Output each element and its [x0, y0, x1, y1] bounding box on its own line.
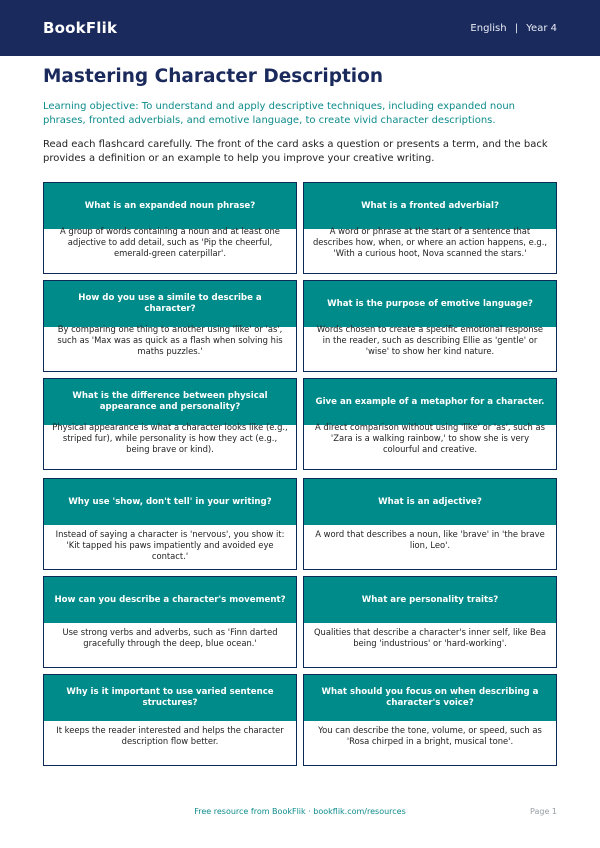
- footer-link[interactable]: Free resource from BookFlik · bookflik.com/resources: [194, 807, 406, 816]
- flashcard-back: You can describe the tone, volume, or speed, such as 'Rosa chirped in a bright, musical tone'.: [318, 725, 542, 746]
- flashcard-back: It keeps the reader interested and helps the character description flow better.: [56, 725, 284, 746]
- flashcard-front: What are personality traits?: [304, 577, 556, 623]
- flashcard-back: A group of words containing a noun and at least one adjective to add detail, such as 'Pip the cheerful, emerald-green caterpillar'.: [60, 226, 280, 258]
- breadcrumb-subject: English: [470, 22, 507, 34]
- breadcrumb-separator: |: [514, 22, 519, 34]
- breadcrumb: [470, 23, 557, 34]
- flashcard-front: Why is it important to use varied sentence structures?: [44, 675, 296, 721]
- flashcard-back: A word that describes a noun, like 'brave' in 'the brave lion, Leo'.: [315, 529, 545, 550]
- flashcard[interactable]: [43, 378, 297, 470]
- intro-text: Read each flashcard carefully. The front of the card asks a question or presents a term, and the back provides a definition or an example to help you improve your creative writing.: [43, 139, 548, 164]
- breadcrumb-year: Year 4: [526, 22, 557, 34]
- page-title: Mastering Character Description: [43, 66, 384, 87]
- flashcard-front: What should you focus on when describing a character's voice?: [304, 675, 556, 721]
- flashcard[interactable]: [43, 182, 297, 274]
- flashcard[interactable]: [43, 576, 297, 668]
- flashcard-front: What is an expanded noun phrase?: [44, 183, 296, 229]
- flashcard[interactable]: [303, 478, 557, 570]
- flashcard[interactable]: [303, 280, 557, 372]
- flashcard-front: What is the purpose of emotive language?: [304, 281, 556, 327]
- flashcard-back: Words chosen to create a specific emotional response in the reader, such as describing Ellie as 'gentle' or 'wise' to show her kind nature.: [316, 324, 544, 356]
- flashcard-front: What is an adjective?: [304, 479, 556, 525]
- page-number: Page 1: [530, 807, 557, 816]
- flashcard-front: What is the difference between physical appearance and personality?: [44, 379, 296, 425]
- brand-logo[interactable]: BookFlik: [43, 19, 118, 37]
- flashcard[interactable]: [303, 674, 557, 766]
- flashcard-back: A direct comparison without using 'like' or 'as', such as 'Zara is a walking rainbow,' to show she is very colourful and creative.: [314, 422, 545, 454]
- flashcard-back: Use strong verbs and adverbs, such as 'Finn darted gracefully through the deep, blue ocean.': [62, 627, 278, 648]
- flashcard[interactable]: [303, 576, 557, 668]
- flashcard[interactable]: [43, 478, 297, 570]
- flashcard[interactable]: [43, 674, 297, 766]
- flashcard-front: Why use 'show, don't tell' in your writing?: [44, 479, 296, 525]
- flashcard[interactable]: [43, 280, 297, 372]
- flashcard-front: Give an example of a metaphor for a character.: [304, 379, 556, 425]
- flashcard[interactable]: [303, 182, 557, 274]
- flashcard-front: How can you describe a character's movement?: [44, 577, 296, 623]
- flashcard-back: Qualities that describe a character's inner self, like Bea being 'industrious' or 'hard-working'.: [313, 627, 547, 648]
- learning-objective: Learning objective: To understand and apply descriptive techniques, including expanded noun phrases, fronted adverbials, and emotive language, to create vivid character descriptions.: [43, 101, 516, 126]
- page-header: [0, 0, 600, 56]
- flashcard[interactable]: [303, 378, 557, 470]
- flashcard-back: Instead of saying a character is 'nervous', you show it: 'Kit tapped his paws impatiently and avoided eye contact.': [55, 529, 285, 561]
- flashcard-back: A word or phrase at the start of a sentence that describes how, when, or where an action happens, e.g., 'With a curious hoot, Nova scanned the stars.': [312, 226, 548, 258]
- flashcard-front: What is a fronted adverbial?: [304, 183, 556, 229]
- flashcard-back: By comparing one thing to another using 'like' or 'as', such as 'Max was as quick as a flash when solving his maths puzzles.': [57, 324, 283, 356]
- flashcard-back: Physical appearance is what a character looks like (e.g., striped fur), while personality is how they act (e.g., being brave or kind).: [52, 422, 288, 454]
- flashcard-front: How do you use a simile to describe a character?: [44, 281, 296, 327]
